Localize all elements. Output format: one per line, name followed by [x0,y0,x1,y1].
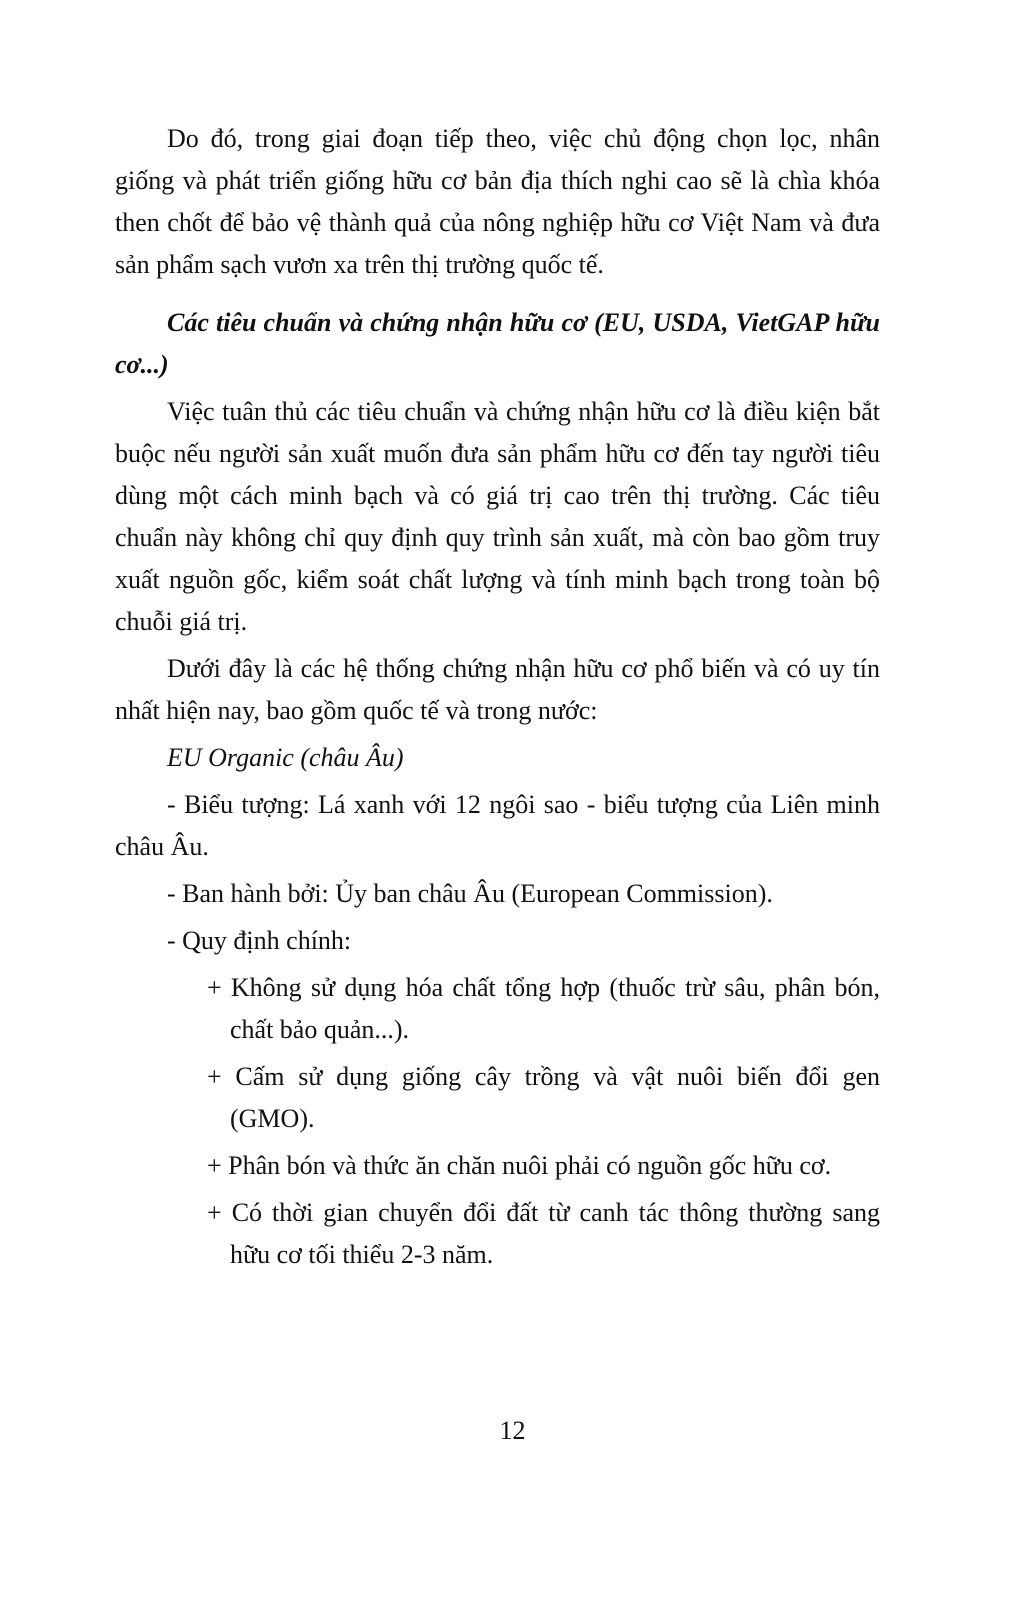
page-number: 12 [499,1416,526,1445]
section-heading: Các tiêu chuẩn và chứng nhận hữu cơ (EU, USDA, VietGAP hữu cơ...) [115,308,880,379]
item-symbol: - Biểu tượng: Lá xanh với 12 ngôi sao - biểu tượng của Liên minh châu Âu. [115,790,880,861]
paragraph-list-intro: Dưới đây là các hệ thống chứng nhận hữu cơ phổ biến và có uy tín nhất hiện nay, bao gồm quốc tế và trong nước: [115,654,880,725]
paragraph-intro: Do đó, trong giai đoạn tiếp theo, việc chủ động chọn lọc, nhân giống và phát triển giống hữu cơ bản địa thích nghi cao sẽ là chìa khóa then chốt để bảo vệ thành quả của nông nghiệp hữu cơ Việt Nam và đưa sản phẩm sạch vươn xa trên thị trường quốc tế. [115,124,880,279]
bullet-item: + Cấm sử dụng giống cây trồng và vật nuôi biến đổi gen (GMO). [207,1062,880,1133]
item-issued-by: - Ban hành bởi: Ủy ban châu Âu (European Commission). [167,879,773,908]
page-body [115,118,880,1276]
bullet-item: + Phân bón và thức ăn chăn nuôi phải có nguồn gốc hữu cơ. [207,1151,832,1180]
paragraph-standards: Việc tuân thủ các tiêu chuẩn và chứng nhận hữu cơ là điều kiện bắt buộc nếu người sản xuất muốn đưa sản phẩm hữu cơ đến tay người tiêu dùng một cách minh bạch và có giá trị cao trên thị trường. Các tiêu chuẩn này không chỉ quy định quy trình sản xuất, mà còn bao gồm truy xuất nguồn gốc, kiểm soát chất lượng và tính minh bạch trong toàn bộ chuỗi giá trị. [115,397,880,636]
bullet-item: + Không sử dụng hóa chất tổng hợp (thuốc trừ sâu, phân bón, chất bảo quản...). [207,973,880,1044]
item-rules-label: - Quy định chính: [167,926,352,955]
subheading-eu-organic: EU Organic (châu Âu) [167,743,404,772]
bullet-item: + Có thời gian chuyển đổi đất từ canh tác thông thường sang hữu cơ tối thiểu 2-3 năm. [207,1198,880,1269]
